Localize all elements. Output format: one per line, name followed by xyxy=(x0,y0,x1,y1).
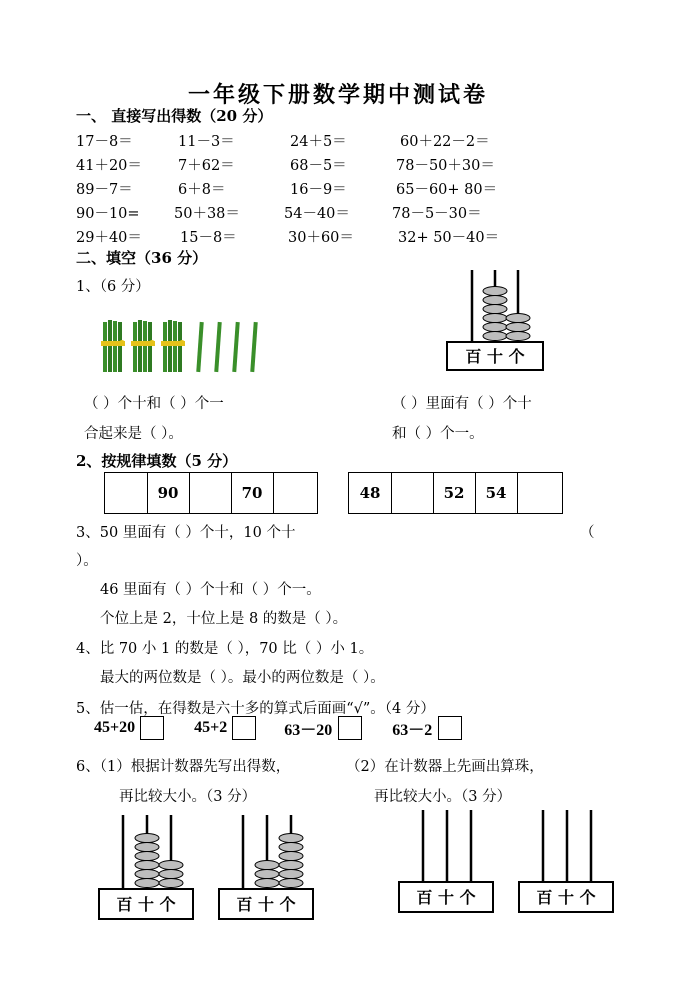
abacus-place-labels: 百 十 个 xyxy=(236,895,296,914)
answer-box[interactable] xyxy=(338,716,362,740)
section1-heading: 一、 直接写出得数（20 分） xyxy=(76,107,273,125)
calc-item: 15－8＝ xyxy=(180,230,237,246)
q5-expression: 45+2 xyxy=(194,719,228,736)
q5-expression: 45+20 xyxy=(94,719,136,736)
abacus-bead xyxy=(483,323,507,332)
single-stick-icon xyxy=(232,322,239,372)
q6-abacus-b xyxy=(218,815,316,923)
abacus-bead xyxy=(279,852,303,861)
calc-item: 50＋38＝ xyxy=(174,206,240,222)
answer-box[interactable] xyxy=(140,716,164,740)
calc-item: 29＋40＝ xyxy=(76,230,142,246)
abacus-place-labels: 百 十 个 xyxy=(465,347,525,366)
q2-label: 2、按规律填数（5 分） xyxy=(76,452,238,470)
sequence-cell xyxy=(517,473,562,513)
q6-left-line1: 6、（1）根据计数器先写出得数， xyxy=(76,759,291,775)
q5-expressions xyxy=(94,716,462,740)
q4-line1: 4、比 70 小 1 的数是（ ），70 比（ ）小 1。 xyxy=(76,641,374,657)
single-stick-icon xyxy=(196,322,203,372)
abacus-bead xyxy=(483,296,507,305)
calc-item: 32+ 50－40＝ xyxy=(398,230,500,246)
abacus-bead xyxy=(135,834,159,843)
sequence-cell xyxy=(105,473,148,513)
answer-box[interactable] xyxy=(438,716,462,740)
sequence-boxes-1 xyxy=(104,472,318,514)
q6-abacus-a xyxy=(98,815,196,923)
q3-line1-end: （ xyxy=(580,525,595,541)
q6-left-line2: 再比较大小。（3 分） xyxy=(119,789,257,805)
stick-bundles-illustration xyxy=(100,318,280,376)
answer-box[interactable] xyxy=(232,716,256,740)
calc-item: 11－3＝ xyxy=(178,134,235,150)
abacus-bead xyxy=(135,879,159,888)
abacus-bead xyxy=(483,287,507,296)
sequence-cell xyxy=(391,473,434,513)
abacus-bead xyxy=(279,861,303,870)
abacus-bead xyxy=(506,314,530,323)
calc-item: 90－10= xyxy=(76,206,140,222)
abacus-bead xyxy=(279,834,303,843)
sequence-cell: 54 xyxy=(475,473,518,513)
q3-line3: 46 里面有（ ）个十和（ ）个一。 xyxy=(100,582,321,598)
bundle-icon xyxy=(161,320,185,372)
sequence-cell: 48 xyxy=(349,473,392,513)
calc-item: 6＋8＝ xyxy=(178,182,226,198)
calc-item: 78－5－30＝ xyxy=(392,206,482,222)
sequence-boxes-2 xyxy=(348,472,563,514)
abacus-bead xyxy=(135,852,159,861)
sequence-cell xyxy=(273,473,317,513)
abacus-place-labels: 百 十 个 xyxy=(416,888,476,907)
calc-item: 30＋60＝ xyxy=(288,230,354,246)
q5-expression: 63－2 xyxy=(392,721,433,739)
single-stick-icon xyxy=(214,322,221,372)
q4-line2: 最大的两位数是（ ）。最小的两位数是（ ）。 xyxy=(100,670,385,686)
q1-label: 1、（6 分） xyxy=(76,279,150,295)
single-stick-icon xyxy=(250,322,257,372)
q3-line4: 个位上是 2，十位上是 8 的数是（ ）。 xyxy=(100,611,348,627)
calc-item: 7＋62＝ xyxy=(178,158,235,174)
q3-line1: 3、50 里面有（ ）个十，10 个十 xyxy=(76,525,296,541)
abacus-bead xyxy=(135,870,159,879)
abacus-bead xyxy=(135,843,159,852)
bundle-icon xyxy=(131,320,155,372)
abacus-bead xyxy=(483,332,507,341)
calc-item: 54－40＝ xyxy=(284,206,350,222)
q6-right-line2: 再比较大小。（3 分） xyxy=(374,789,512,805)
calc-item: 24＋5＝ xyxy=(290,134,347,150)
q1-right-line1: （ ）里面有（ ）个十 xyxy=(392,396,532,412)
calc-item: 68－5＝ xyxy=(290,158,347,174)
sequence-cell: 70 xyxy=(231,473,274,513)
abacus-bead xyxy=(279,879,303,888)
calc-item: 41＋20＝ xyxy=(76,158,142,174)
sequence-cell: 90 xyxy=(147,473,190,513)
bundle-icon xyxy=(101,320,125,372)
calc-item: 65－60+ 80＝ xyxy=(396,182,498,198)
abacus-bead xyxy=(159,861,183,870)
abacus-bead xyxy=(483,305,507,314)
abacus-bead xyxy=(506,332,530,341)
abacus-place-labels: 百 十 个 xyxy=(536,888,596,907)
abacus-bead xyxy=(135,861,159,870)
calc-item: 89－7＝ xyxy=(76,182,133,198)
q6-right-line1: （2）在计数器上先画出算珠， xyxy=(346,759,544,775)
q6-abacus-empty-1[interactable] xyxy=(398,810,496,916)
q6-abacus-empty-2[interactable] xyxy=(518,810,616,916)
section2-heading: 二、填空（36 分） xyxy=(76,249,208,267)
calc-item: 78－50＋30＝ xyxy=(396,158,495,174)
sequence-cell xyxy=(189,473,232,513)
abacus-bead xyxy=(506,323,530,332)
calc-item: 17－8＝ xyxy=(76,134,133,150)
q1-left-line1: （ ）个十和（ ）个一 xyxy=(84,396,224,412)
abacus-bead xyxy=(483,314,507,323)
abacus-bead xyxy=(279,870,303,879)
q1-abacus xyxy=(446,270,546,372)
q5-line1: 5、估一估，在得数是六十多的算式后面画“√”。（4 分） xyxy=(76,701,435,717)
calc-item: 16－9＝ xyxy=(290,182,347,198)
sequence-cell: 52 xyxy=(433,473,476,513)
abacus-bead xyxy=(159,879,183,888)
abacus-place-labels: 百 十 个 xyxy=(116,895,176,914)
abacus-bead xyxy=(279,843,303,852)
calc-item: 60＋22－2＝ xyxy=(400,134,490,150)
abacus-bead xyxy=(255,870,279,879)
q1-left-line2: 合起来是（ ）。 xyxy=(84,426,183,442)
page-title: 一年级下册数学期中测试卷 xyxy=(188,82,489,108)
abacus-bead xyxy=(159,870,183,879)
abacus-bead xyxy=(255,861,279,870)
abacus-bead xyxy=(255,879,279,888)
q1-right-line2: 和（ ）个一。 xyxy=(392,426,484,442)
q3-line2: ）。 xyxy=(76,553,98,569)
q5-expression: 63－20 xyxy=(284,721,333,739)
